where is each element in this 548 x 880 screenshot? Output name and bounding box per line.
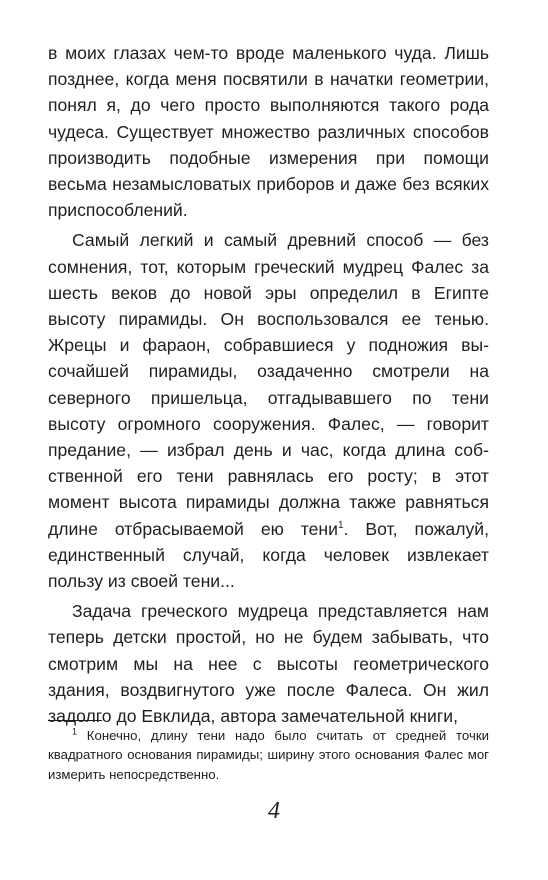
paragraph-2-text-after-ref: . Вот, пожалуй, единственный случай, когда человек извлекает пользу из своей тени...: [48, 518, 489, 592]
footnote-divider: [48, 720, 102, 721]
footnote: [48, 726, 489, 784]
page-number: 4: [268, 798, 280, 824]
paragraph-2-text-before-ref: Самый легкий и самый древний способ — без сомнения, тот, которым греческий мудрец Фалес за шесть веков до новой эры определил в Египте высоту пирамиды. Он воспользовался ее тенью. Жрецы и фараон, собравшиеся у подножия высочайшей пирамиды, озадаченно смотрели на северного пришельца, отгадывавшего по тени высоту огромного сооружения. Фалес, — говорит предание, — избрал день и час, когда длина собственной его тени равнялась его росту; в этот момент высота пирамиды должна также равняться длине отбрасываемой ею тени: [48, 230, 489, 539]
paragraph-2: [48, 227, 489, 594]
paragraph-1: в моих глазах чем-то вроде маленького чуда. Лишь позднее, когда меня посвятили в начатки геометрии, понял я, до чего просто выполняются такого рода чудеса. Существует множество различных способов производить подобные измерения при помощи весьма незамысловатых приборов и даже без всяких приспособлений.: [48, 43, 489, 221]
footnote-text: Конечно, длину тени надо было считать от средней точки квадратного основания пирамиды; ширину этого основания Фалес мог измерить непосредственно.: [48, 728, 489, 782]
footnote-reference: 1: [337, 519, 344, 531]
page-body: [48, 40, 489, 729]
footnote-marker: 1: [72, 726, 78, 737]
paragraph-3: Задача греческого мудреца представляется нам теперь детски простой, но не будем забывать, что смотрим мы на нее с высоты геометрического здания, воздвигнутого уже после Фалеса. Он жил задолго до Евклида, автора замечательной книги,: [48, 601, 489, 727]
